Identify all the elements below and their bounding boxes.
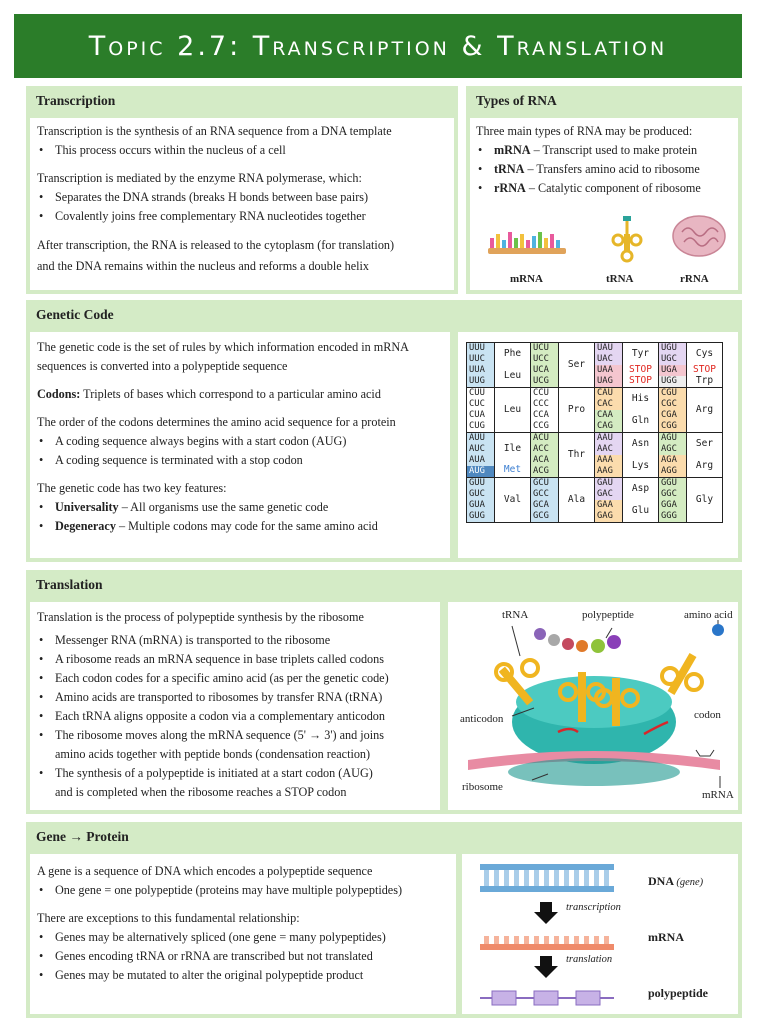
transcription-section — [26, 86, 458, 294]
transcription-bullet: • Covalently joins free complementary RNA nucleotides together — [37, 207, 448, 226]
amino-acid-bead-icon — [548, 634, 560, 646]
rna-type-item: • rRNA – Catalytic component of ribosome — [476, 179, 732, 198]
transcription-p2: Transcription is mediated by the enzyme RNA polymerase, which: — [37, 171, 362, 185]
genetic-code-p2: The order of the codons determines the amino acid sequence for a protein — [37, 415, 396, 429]
codon-cell: CAU CAC CAA CAG — [595, 388, 623, 433]
trna-diagram-label: tRNA — [502, 609, 529, 621]
transcription-heading: Transcription — [36, 93, 116, 108]
feature-item: • Degeneracy – Multiple codons may code for the same amino acid — [37, 517, 444, 536]
trna-icon — [613, 216, 641, 261]
amino-acid-bead-icon — [534, 628, 546, 640]
gene-protein-body — [30, 854, 456, 1014]
translation-bullet: • The ribosome moves along the mRNA sequence (5' → 3') and joins amino acids together with peptide bonds (condensation reaction) — [37, 726, 434, 764]
transcription-p3b: and the DNA remains within the nucleus and reforms a double helix — [37, 259, 370, 273]
transcription-p3a: After transcription, the RNA is released to the cytoplasm (for translation) — [37, 238, 395, 252]
translation-bullet: • Each tRNA aligns opposite a codon via a complementary anticodon — [37, 707, 434, 726]
amino-acid-cell: Tyr STOP STOP — [623, 343, 659, 388]
translation-bullet: • Amino acids are transported to ribosomes by transfer RNA (tRNA) — [37, 688, 434, 707]
rna-type-item: • mRNA – Transcript used to make protein — [476, 141, 732, 160]
trna-label: tRNA — [606, 273, 634, 285]
amino-acid-cell: Cys STOP Trp — [687, 343, 723, 388]
amino-acid-cell: Phe Leu — [495, 343, 531, 388]
polypeptide-step-label: polypeptide — [648, 986, 709, 1000]
genetic-code-heading: Genetic Code — [36, 307, 114, 322]
page-title: Topic 2.7: Transcription & Translation — [14, 14, 742, 78]
transcription-bullet: • Separates the DNA strands (breaks H bonds between base pairs) — [37, 188, 448, 207]
feature-item: • Universality – All organisms use the same genetic code — [37, 498, 444, 517]
types-rna-intro: Three main types of RNA may be produced: — [476, 124, 693, 138]
codon-cell: AUU AUC AUA AUG — [467, 433, 495, 478]
free-amino-acid-icon — [712, 624, 724, 636]
dna-double-strand-icon — [480, 864, 614, 892]
amino-acid-bead-icon — [562, 638, 574, 650]
codon-cell: CCU CCC CCA CCG — [531, 388, 559, 433]
amino-acid-cell: Leu — [495, 388, 531, 433]
translation-diagram-panel — [448, 602, 738, 810]
codon-cell: AAU AAC AAA AAG — [595, 433, 623, 478]
codon-cell: GUU GUC GUA GUG — [467, 478, 495, 523]
mrna-step-label: mRNA — [648, 930, 684, 944]
amino-acid-cell: Ala — [559, 478, 595, 523]
transcription-body — [30, 118, 454, 290]
dna-label: DNA (gene) — [648, 874, 704, 888]
gene-protein-p1: A gene is a sequence of DNA which encodes a polypeptide sequence — [37, 864, 373, 878]
genetic-code-body — [30, 332, 450, 558]
amino-acid-bead-icon — [576, 640, 588, 652]
rna-type-item: • tRNA – Transfers amino acid to ribosome — [476, 160, 732, 179]
rna-types-illustration — [474, 214, 734, 270]
amino-acid-cell: Thr — [559, 433, 595, 478]
transcription-p1: Transcription is the synthesis of an RNA sequence from a DNA template — [37, 124, 392, 138]
amino-acid-cell: Gly — [687, 478, 723, 523]
transcription-bullet: • This process occurs within the nucleus of a cell — [37, 141, 448, 160]
rrna-icon — [673, 216, 725, 256]
gene-protein-bullet: • Genes may be alternatively spliced (one gene = many polypeptides) — [37, 928, 450, 947]
gene-protein-heading: Gene → Protein — [36, 829, 129, 844]
codon-cell: CGU CGC CGA CGG — [659, 388, 687, 433]
types-rna-section — [466, 86, 742, 294]
genetic-code-table — [466, 342, 723, 523]
amino-acid-cell: Asp Glu — [623, 478, 659, 523]
genetic-code-p3: The genetic code has two key features: — [37, 481, 227, 495]
amino-acid-bead-icon — [607, 635, 621, 649]
table-row — [467, 388, 723, 433]
polypeptide-chain-icon — [480, 991, 614, 1005]
translation-bullet: • Each codon codes for a specific amino acid (as per the genetic code) — [37, 669, 434, 688]
table-row — [467, 343, 723, 388]
codon-bracket-icon — [696, 750, 714, 756]
codon-cell: CUU CUC CUA CUG — [467, 388, 495, 433]
amino-acid-cell: Ser Arg — [687, 433, 723, 478]
mrna-strand-icon — [480, 936, 614, 950]
codon-cell: GCU GCC GCA GCG — [531, 478, 559, 523]
translation-p1: Translation is the process of polypeptide synthesis by the ribosome — [37, 610, 364, 624]
gene-protein-bullet: • One gene = one polypeptide (proteins may have multiple polypeptides) — [37, 881, 450, 900]
codon-cell: AGU AGC AGA AGG — [659, 433, 687, 478]
trna-right-icon — [662, 653, 702, 695]
codon-cell: UUU UUC UUA UUG — [467, 343, 495, 388]
amino-acid-cell: Asn Lys — [623, 433, 659, 478]
codon-cell: ACU ACC ACA ACG — [531, 433, 559, 478]
gene-protein-bullet: • Genes encoding tRNA or rRNA are transcribed but not translated — [37, 947, 450, 966]
mrna-diagram-label: mRNA — [702, 789, 734, 801]
amino-acid-bead-icon — [591, 639, 605, 653]
amino-acid-diagram-label: amino acid — [684, 609, 733, 621]
codon-diagram-label: codon — [694, 709, 721, 721]
gene-protein-section — [26, 822, 742, 1018]
anticodon-diagram-label: anticodon — [460, 713, 504, 725]
gene-protein-diagram-panel — [462, 854, 738, 1014]
amino-acid-cell: Arg — [687, 388, 723, 433]
amino-acid-cell: Val — [495, 478, 531, 523]
table-row — [467, 478, 723, 523]
amino-acid-cell: Ile Met — [495, 433, 531, 478]
amino-acid-cell: Ser — [559, 343, 595, 388]
down-arrow-icon — [534, 956, 558, 978]
rrna-label: rRNA — [680, 273, 709, 285]
down-arrow-icon — [534, 902, 558, 924]
amino-acid-cell: His Gln — [623, 388, 659, 433]
translation-step-label: translation — [566, 954, 613, 965]
translation-section — [26, 570, 742, 814]
mrna-label: mRNA — [510, 273, 543, 285]
translation-bullet: • A ribosome reads an mRNA sequence in base triplets called codons — [37, 650, 434, 669]
translation-bullet: • The synthesis of a polypeptide is initiated at a start codon (AUG) and is completed when the ribosome reaches a STOP codon — [37, 764, 434, 802]
codons-definition: Codons: Triplets of bases which correspond to a particular amino acid — [37, 387, 381, 401]
translation-bullet: • Messenger RNA (mRNA) is transported to the ribosome — [37, 631, 434, 650]
polypeptide-diagram-label: polypeptide — [582, 609, 634, 621]
types-rna-body — [470, 118, 738, 290]
gene-protein-p2: There are exceptions to this fundamental relationship: — [37, 911, 300, 925]
codon-cell: GAU GAC GAA GAG — [595, 478, 623, 523]
codon-cell: GGU GGC GGA GGG — [659, 478, 687, 523]
codon-cell: UCU UCC UCA UCG — [531, 343, 559, 388]
codon-cell: UAU UAC UAA UAG — [595, 343, 623, 388]
genetic-code-bullet: • A coding sequence always begins with a start codon (AUG) — [37, 432, 444, 451]
genetic-code-bullet: • A coding sequence is terminated with a stop codon — [37, 451, 444, 470]
translation-heading: Translation — [36, 577, 103, 592]
transcription-step-label: transcription — [566, 902, 621, 913]
gene-protein-bullet: • Genes may be mutated to alter the original polypeptide product — [37, 966, 450, 985]
mrna-bases-icon — [490, 232, 560, 248]
types-rna-heading: Types of RNA — [476, 93, 557, 108]
translation-body — [30, 602, 440, 810]
genetic-code-p1: The genetic code is the set of rules by which information encoded in mRNA sequences is converted into a polypeptide sequence — [37, 340, 409, 373]
ribosome-diagram-label: ribosome — [462, 781, 503, 793]
codon-cell: UGU UGC UGA UGG — [659, 343, 687, 388]
table-row — [467, 433, 723, 478]
amino-acid-cell: Pro — [559, 388, 595, 433]
